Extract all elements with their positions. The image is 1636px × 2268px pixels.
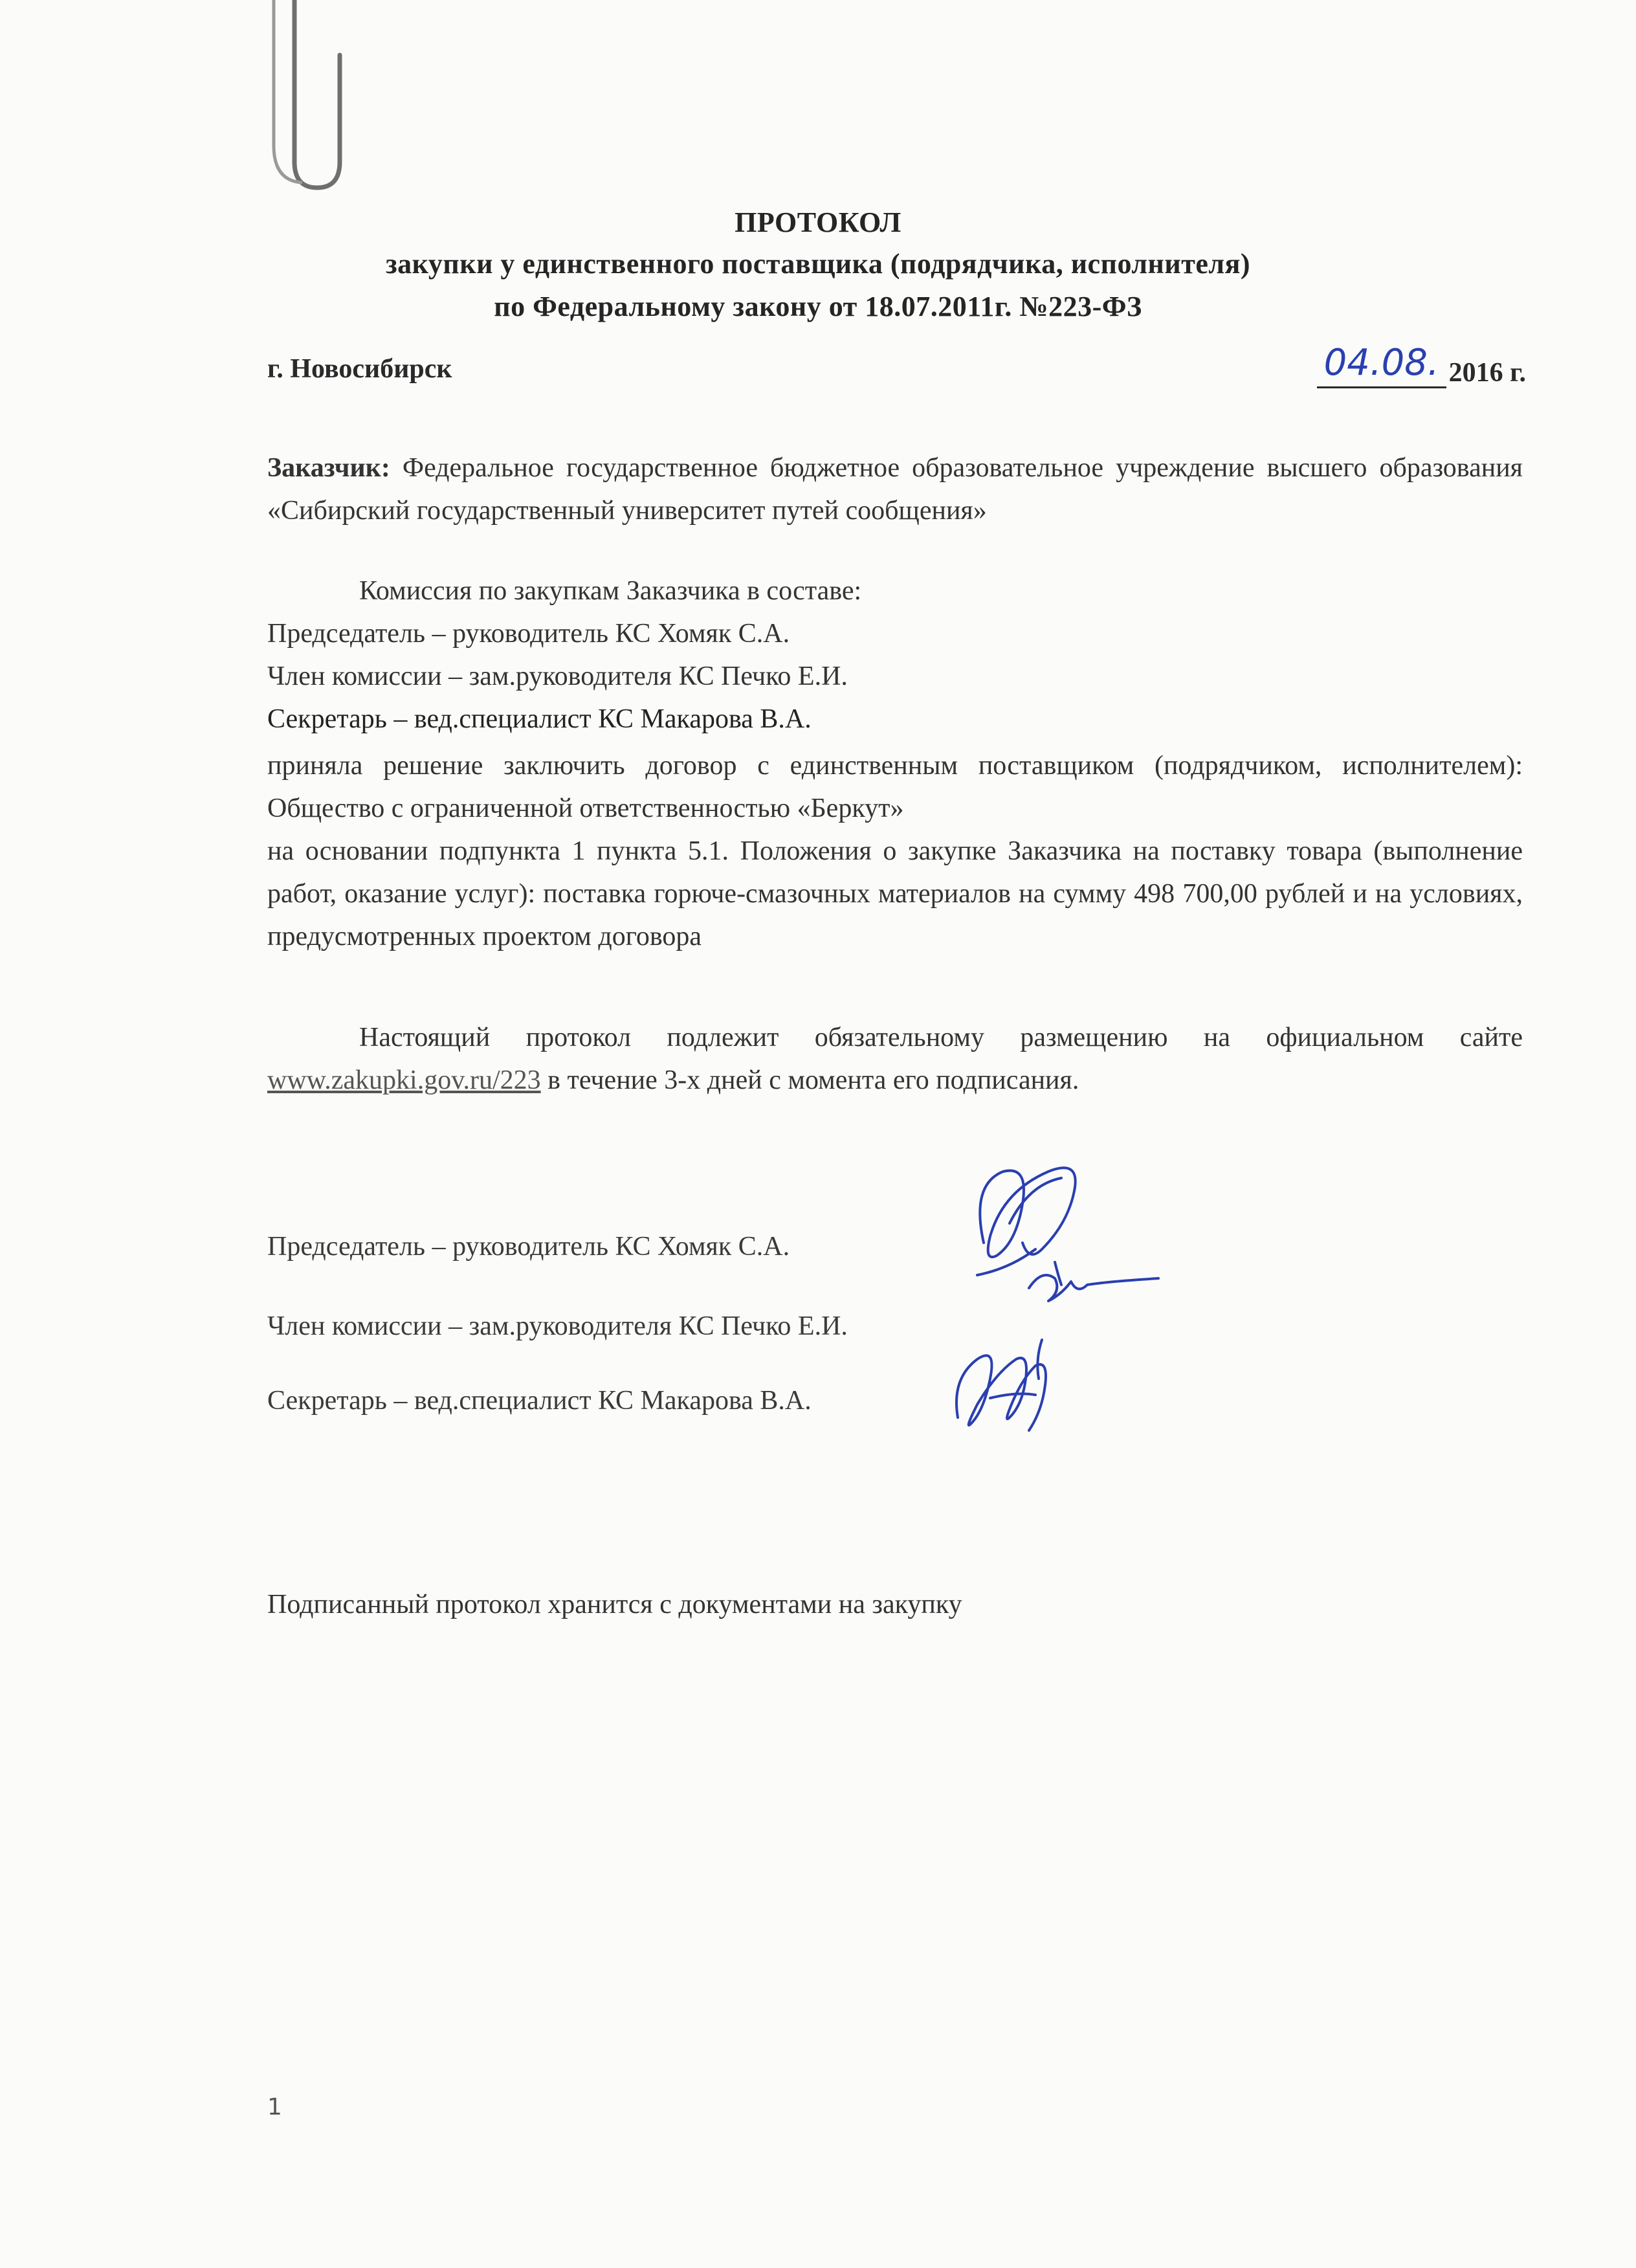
customer-paragraph xyxy=(267,447,1523,532)
commission-member-deputy: Член комиссии – зам.руководителя КС Печко Е.И. xyxy=(267,662,848,691)
commission-intro: Комиссия по закупкам Заказчика в составе: xyxy=(359,576,862,606)
footer-note: Подписанный протокол хранится с документами на закупку xyxy=(267,1590,962,1619)
decision-paragraph: приняла решение заключить договор с единственным поставщиком (подрядчиком, исполнителем): Общество с ограниченной ответственностью «Беркут» xyxy=(267,751,1523,823)
handwritten-signatures xyxy=(932,1146,1191,1469)
zakupki-link[interactable]: www.zakupki.gov.ru/223 xyxy=(267,1065,541,1095)
paper-clip-icon xyxy=(256,0,366,194)
document-date xyxy=(1317,337,1526,388)
document-title: ПРОТОКОЛ xyxy=(735,206,901,238)
signature-line-deputy: Член комиссии – зам.руководителя КС Печко Е.И. xyxy=(267,1311,848,1341)
basis-paragraph: на основании подпункта 1 пункта 5.1. Положения о закупке Заказчика на поставку товара (выполнение работ, оказание услуг): поставка горюче-смазочных материалов на сумму 498 700,00 рублей и на условиях, предусмотренных проектом договора xyxy=(267,836,1523,951)
customer-text: Федеральное государственное бюджетное образовательное учреждение высшего образования «Сибирский государственный университет путей сообщения» xyxy=(267,453,1523,526)
publish-suffix: в течение 3-х дней с момента его подписания. xyxy=(540,1065,1079,1095)
publish-paragraph xyxy=(267,1016,1523,1102)
page-number: 1 xyxy=(267,2094,282,2120)
publish-prefix: Настоящий протокол подлежит обязательному размещению на официальном сайте xyxy=(359,1023,1523,1052)
document-law-reference: по Федеральному закону от 18.07.2011г. №223-ФЗ xyxy=(494,291,1142,322)
date-year: 2016 г. xyxy=(1448,358,1526,388)
customer-label: Заказчик: xyxy=(267,453,390,483)
handwritten-date: 04.08. xyxy=(1317,340,1446,388)
document-subtitle: закупки у единственного поставщика (подрядчика, исполнителя) xyxy=(385,248,1251,280)
city-label: г. Новосибирск xyxy=(267,354,452,384)
signature-line-chair: Председатель – руководитель КС Хомяк С.А. xyxy=(267,1232,790,1262)
commission-member-chair: Председатель – руководитель КС Хомяк С.А. xyxy=(267,619,790,649)
commission-member-secretary: Секретарь – вед.специалист КС Макарова В.А. xyxy=(267,704,812,734)
signature-line-secretary: Секретарь – вед.специалист КС Макарова В.А. xyxy=(267,1386,812,1416)
